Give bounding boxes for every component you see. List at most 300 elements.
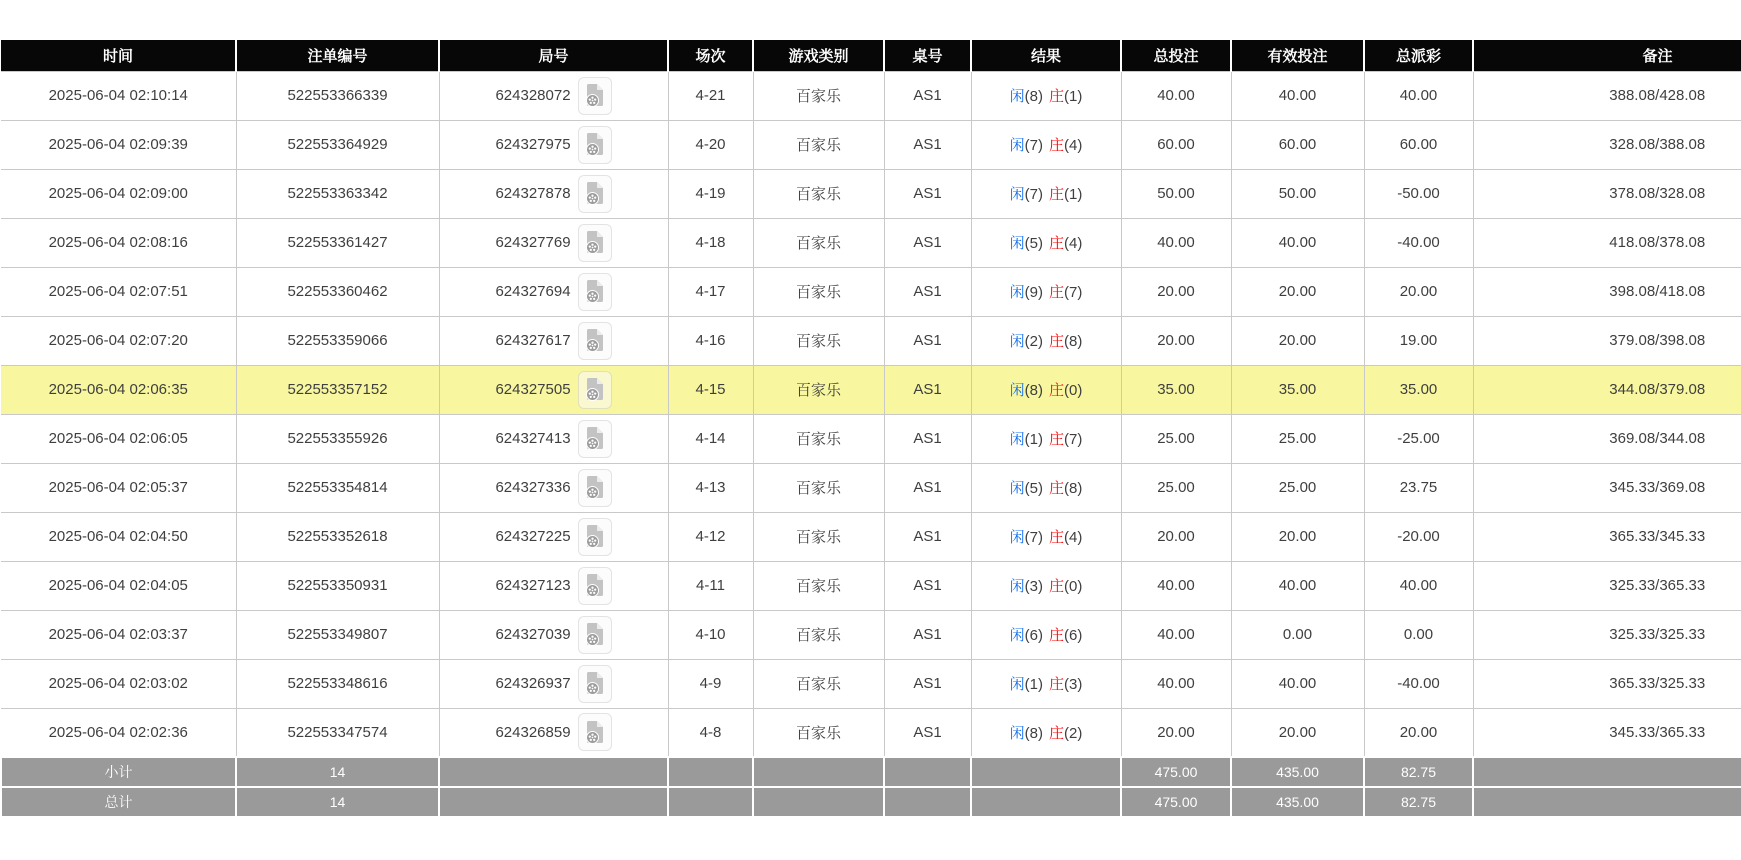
cell-total-bet: 60.00 xyxy=(1121,120,1231,169)
result-player-label: 闲 xyxy=(1009,186,1025,203)
result-player-label: 闲 xyxy=(1009,529,1025,546)
bet-row[interactable] xyxy=(1,71,1741,120)
cell-remark: 398.08/418.08 xyxy=(1473,267,1741,316)
cell-game-type: 百家乐 xyxy=(753,169,884,218)
cell-valid-bet: 20.00 xyxy=(1231,512,1364,561)
cell-round-id xyxy=(439,169,668,218)
cell-remark: 365.33/325.33 xyxy=(1473,659,1741,708)
cell-time: 2025-06-04 02:04:50 xyxy=(1,512,236,561)
result-banker-label: 庄 xyxy=(1049,88,1065,105)
result-banker-label: 庄 xyxy=(1049,529,1065,546)
column-header-round-id: 局号 xyxy=(439,40,668,71)
cell-valid-bet: 40.00 xyxy=(1231,659,1364,708)
cell-valid-bet: 0.00 xyxy=(1231,610,1364,659)
total-count: 14 xyxy=(236,787,439,817)
cell-valid-bet: 20.00 xyxy=(1231,708,1364,757)
cell-session: 4-15 xyxy=(668,365,753,414)
result-player-label: 闲 xyxy=(1009,284,1025,301)
result-banker-score: (0) xyxy=(1064,578,1083,595)
cell-game-type: 百家乐 xyxy=(753,463,884,512)
video-replay-icon xyxy=(585,622,605,647)
bet-row[interactable] xyxy=(1,463,1741,512)
result-banker-score: (2) xyxy=(1064,724,1083,742)
cell-table-no: AS1 xyxy=(884,169,971,218)
video-replay-button[interactable] xyxy=(578,469,612,507)
video-replay-button[interactable] xyxy=(578,713,612,751)
cell-game-type: 百家乐 xyxy=(753,414,884,463)
video-replay-button[interactable] xyxy=(578,420,612,458)
bet-row[interactable] xyxy=(1,561,1741,610)
cell-payout: 0.00 xyxy=(1364,610,1473,659)
cell-total-bet: 20.00 xyxy=(1121,512,1231,561)
cell-round-id xyxy=(439,610,668,659)
cell-round-id xyxy=(439,316,668,365)
cell-remark: 344.08/379.08 xyxy=(1473,365,1741,414)
bet-row[interactable] xyxy=(1,316,1741,365)
subtotal-count: 14 xyxy=(236,757,439,787)
round-id-text: 624327505 xyxy=(495,381,571,398)
cell-result xyxy=(971,267,1121,316)
bet-row[interactable] xyxy=(1,512,1741,561)
cell-total-bet: 25.00 xyxy=(1121,414,1231,463)
cell-valid-bet: 25.00 xyxy=(1231,414,1364,463)
table-header-row xyxy=(1,40,1741,71)
result-player-label: 闲 xyxy=(1009,333,1025,350)
result-player-label: 闲 xyxy=(1009,235,1025,252)
result-player-score: (1) xyxy=(1024,431,1043,448)
cell-session: 4-17 xyxy=(668,267,753,316)
cell-total-bet: 20.00 xyxy=(1121,267,1231,316)
cell-table-no: AS1 xyxy=(884,414,971,463)
result-banker-label: 庄 xyxy=(1049,284,1065,301)
cell-valid-bet: 25.00 xyxy=(1231,463,1364,512)
cell-time: 2025-06-04 02:02:36 xyxy=(1,708,236,757)
result-banker-score: (7) xyxy=(1064,431,1083,448)
round-id-text: 624326859 xyxy=(495,723,571,741)
cell-total-bet: 25.00 xyxy=(1121,463,1231,512)
cell-remark: 345.33/369.08 xyxy=(1473,463,1741,512)
cell-time: 2025-06-04 02:03:02 xyxy=(1,659,236,708)
result-banker-score: (4) xyxy=(1064,235,1083,252)
result-banker-score: (7) xyxy=(1064,284,1083,301)
cell-game-type: 百家乐 xyxy=(753,708,884,757)
result-banker-score: (0) xyxy=(1064,382,1083,399)
cell-session: 4-11 xyxy=(668,561,753,610)
round-id-text: 624327769 xyxy=(495,234,571,251)
result-player-score: (7) xyxy=(1024,529,1043,546)
bet-row[interactable] xyxy=(1,659,1741,708)
cell-round-id xyxy=(439,561,668,610)
video-replay-icon xyxy=(585,279,605,304)
cell-time: 2025-06-04 02:06:35 xyxy=(1,365,236,414)
cell-round-id xyxy=(439,218,668,267)
result-banker-score: (3) xyxy=(1064,676,1083,693)
cell-result xyxy=(971,169,1121,218)
total-total-bet: 475.00 xyxy=(1121,787,1231,817)
video-replay-icon xyxy=(585,132,605,157)
cell-session: 4-14 xyxy=(668,414,753,463)
cell-game-type: 百家乐 xyxy=(753,610,884,659)
cell-bet-id: 522553361427 xyxy=(236,218,439,267)
subtotal-row xyxy=(1,757,1741,787)
column-header-valid-bet: 有效投注 xyxy=(1231,40,1364,71)
subtotal-result xyxy=(971,757,1121,787)
cell-remark: 325.33/365.33 xyxy=(1473,561,1741,610)
result-player-score: (8) xyxy=(1024,88,1043,105)
cell-game-type: 百家乐 xyxy=(753,512,884,561)
cell-time: 2025-06-04 02:08:16 xyxy=(1,218,236,267)
bet-row[interactable] xyxy=(1,267,1741,316)
result-banker-label: 庄 xyxy=(1049,235,1065,252)
result-player-label: 闲 xyxy=(1009,480,1025,497)
cell-total-bet: 40.00 xyxy=(1121,71,1231,120)
cell-bet-id: 522553359066 xyxy=(236,316,439,365)
total-table-no xyxy=(884,787,971,817)
round-id-text: 624327878 xyxy=(495,185,571,202)
cell-valid-bet: 50.00 xyxy=(1231,169,1364,218)
result-banker-label: 庄 xyxy=(1049,676,1065,693)
cell-round-id xyxy=(439,659,668,708)
result-banker-label: 庄 xyxy=(1049,578,1065,595)
video-replay-icon xyxy=(585,230,605,255)
cell-payout: 40.00 xyxy=(1364,71,1473,120)
cell-round-id xyxy=(439,120,668,169)
total-result xyxy=(971,787,1121,817)
cell-result xyxy=(971,708,1121,757)
column-header-time: 时间 xyxy=(1,40,236,71)
bet-row[interactable] xyxy=(1,120,1741,169)
cell-total-bet: 20.00 xyxy=(1121,708,1231,757)
cell-time: 2025-06-04 02:07:20 xyxy=(1,316,236,365)
cell-table-no: AS1 xyxy=(884,708,971,757)
subtotal-round-id xyxy=(439,757,668,787)
cell-table-no: AS1 xyxy=(884,463,971,512)
cell-session: 4-9 xyxy=(668,659,753,708)
cell-session: 4-8 xyxy=(668,708,753,757)
cell-total-bet: 40.00 xyxy=(1121,561,1231,610)
round-id-text: 624327336 xyxy=(495,479,571,496)
video-replay-icon xyxy=(585,83,605,108)
cell-valid-bet: 20.00 xyxy=(1231,267,1364,316)
cell-payout: 20.00 xyxy=(1364,708,1473,757)
cell-bet-id: 522553360462 xyxy=(236,267,439,316)
video-replay-button[interactable] xyxy=(578,175,612,213)
result-player-score: (6) xyxy=(1024,627,1043,644)
cell-valid-bet: 40.00 xyxy=(1231,561,1364,610)
cell-table-no: AS1 xyxy=(884,71,971,120)
cell-bet-id: 522553354814 xyxy=(236,463,439,512)
cell-total-bet: 40.00 xyxy=(1121,610,1231,659)
cell-bet-id: 522553363342 xyxy=(236,169,439,218)
column-header-payout: 总派彩 xyxy=(1364,40,1473,71)
cell-bet-id: 522553350931 xyxy=(236,561,439,610)
video-replay-button[interactable] xyxy=(578,567,612,605)
video-replay-button[interactable] xyxy=(578,665,612,703)
subtotal-total-bet: 475.00 xyxy=(1121,757,1231,787)
cell-session: 4-12 xyxy=(668,512,753,561)
result-player-score: (1) xyxy=(1024,676,1043,693)
cell-round-id xyxy=(439,365,668,414)
round-id-text: 624327123 xyxy=(495,577,571,594)
round-id-text: 624327617 xyxy=(495,332,571,349)
grand-total-row xyxy=(1,787,1741,817)
cell-payout: 20.00 xyxy=(1364,267,1473,316)
result-player-score: (5) xyxy=(1024,235,1043,252)
result-banker-label: 庄 xyxy=(1049,137,1065,154)
cell-remark: 365.33/345.33 xyxy=(1473,512,1741,561)
cell-result xyxy=(971,414,1121,463)
total-round-id xyxy=(439,787,668,817)
cell-time: 2025-06-04 02:04:05 xyxy=(1,561,236,610)
cell-game-type: 百家乐 xyxy=(753,316,884,365)
cell-total-bet: 50.00 xyxy=(1121,169,1231,218)
cell-game-type: 百家乐 xyxy=(753,561,884,610)
subtotal-table-no xyxy=(884,757,971,787)
bet-row[interactable] xyxy=(1,708,1741,757)
subtotal-remark xyxy=(1473,757,1741,787)
result-banker-label: 庄 xyxy=(1049,724,1065,742)
cell-remark: 345.33/365.33 xyxy=(1473,708,1741,757)
result-player-label: 闲 xyxy=(1009,382,1025,399)
cell-result xyxy=(971,512,1121,561)
column-header-bet-id: 注单编号 xyxy=(236,40,439,71)
cell-table-no: AS1 xyxy=(884,120,971,169)
video-replay-button[interactable] xyxy=(578,371,612,409)
cell-valid-bet: 35.00 xyxy=(1231,365,1364,414)
cell-round-id xyxy=(439,71,668,120)
video-replay-icon xyxy=(585,181,605,206)
cell-total-bet: 35.00 xyxy=(1121,365,1231,414)
round-id-text: 624327413 xyxy=(495,430,571,447)
bet-row[interactable] xyxy=(1,169,1741,218)
cell-session: 4-21 xyxy=(668,71,753,120)
result-banker-label: 庄 xyxy=(1049,382,1065,399)
result-banker-score: (1) xyxy=(1064,88,1083,105)
cell-game-type: 百家乐 xyxy=(753,120,884,169)
subtotal-label: 小计 xyxy=(1,757,236,787)
video-replay-icon xyxy=(585,328,605,353)
round-id-text: 624328072 xyxy=(495,87,571,104)
cell-time: 2025-06-04 02:06:05 xyxy=(1,414,236,463)
cell-bet-id: 522553355926 xyxy=(236,414,439,463)
result-banker-score: (6) xyxy=(1064,627,1083,644)
cell-time: 2025-06-04 02:03:37 xyxy=(1,610,236,659)
column-header-remark: 备注 xyxy=(1473,40,1741,71)
cell-game-type: 百家乐 xyxy=(753,71,884,120)
cell-table-no: AS1 xyxy=(884,610,971,659)
video-replay-icon xyxy=(585,671,605,696)
cell-round-id xyxy=(439,512,668,561)
round-id-text: 624327225 xyxy=(495,528,571,545)
cell-bet-id: 522553352618 xyxy=(236,512,439,561)
subtotal-game-type xyxy=(753,757,884,787)
video-replay-button[interactable] xyxy=(578,518,612,556)
cell-payout: 35.00 xyxy=(1364,365,1473,414)
cell-result xyxy=(971,610,1121,659)
cell-remark: 369.08/344.08 xyxy=(1473,414,1741,463)
round-id-text: 624327975 xyxy=(495,136,571,153)
subtotal-valid-bet: 435.00 xyxy=(1231,757,1364,787)
cell-table-no: AS1 xyxy=(884,659,971,708)
cell-session: 4-18 xyxy=(668,218,753,267)
total-session xyxy=(668,787,753,817)
cell-total-bet: 20.00 xyxy=(1121,316,1231,365)
cell-bet-id: 522553348616 xyxy=(236,659,439,708)
result-player-score: (8) xyxy=(1024,724,1043,742)
subtotal-payout: 82.75 xyxy=(1364,757,1473,787)
result-banker-label: 庄 xyxy=(1049,627,1065,644)
cell-game-type: 百家乐 xyxy=(753,659,884,708)
column-header-game-type: 游戏类别 xyxy=(753,40,884,71)
result-banker-label: 庄 xyxy=(1049,333,1065,350)
video-replay-icon xyxy=(585,720,605,745)
result-player-label: 闲 xyxy=(1009,676,1025,693)
result-player-label: 闲 xyxy=(1009,431,1025,448)
result-player-score: (3) xyxy=(1024,578,1043,595)
column-header-result: 结果 xyxy=(971,40,1121,71)
cell-table-no: AS1 xyxy=(884,561,971,610)
cell-remark: 379.08/398.08 xyxy=(1473,316,1741,365)
total-valid-bet: 435.00 xyxy=(1231,787,1364,817)
result-banker-score: (8) xyxy=(1064,333,1083,350)
cell-session: 4-13 xyxy=(668,463,753,512)
column-header-table-no: 桌号 xyxy=(884,40,971,71)
cell-total-bet: 40.00 xyxy=(1121,218,1231,267)
cell-payout: -20.00 xyxy=(1364,512,1473,561)
video-replay-icon xyxy=(585,426,605,451)
cell-valid-bet: 60.00 xyxy=(1231,120,1364,169)
result-banker-score: (1) xyxy=(1064,186,1083,203)
cell-table-no: AS1 xyxy=(884,365,971,414)
video-replay-icon xyxy=(585,524,605,549)
cell-result xyxy=(971,218,1121,267)
cell-table-no: AS1 xyxy=(884,218,971,267)
video-replay-button[interactable] xyxy=(578,616,612,654)
video-replay-button[interactable] xyxy=(578,126,612,164)
cell-bet-id: 522553357152 xyxy=(236,365,439,414)
cell-payout: 60.00 xyxy=(1364,120,1473,169)
cell-session: 4-16 xyxy=(668,316,753,365)
bet-row[interactable] xyxy=(1,218,1741,267)
cell-time: 2025-06-04 02:05:37 xyxy=(1,463,236,512)
cell-bet-id: 522553347574 xyxy=(236,708,439,757)
cell-time: 2025-06-04 02:10:14 xyxy=(1,71,236,120)
cell-remark: 388.08/428.08 xyxy=(1473,71,1741,120)
cell-round-id xyxy=(439,414,668,463)
cell-payout: -40.00 xyxy=(1364,218,1473,267)
cell-game-type: 百家乐 xyxy=(753,218,884,267)
cell-result xyxy=(971,463,1121,512)
video-replay-button[interactable] xyxy=(578,77,612,115)
round-id-text: 624326937 xyxy=(495,675,571,692)
result-player-score: (5) xyxy=(1024,480,1043,497)
total-game-type xyxy=(753,787,884,817)
result-banker-label: 庄 xyxy=(1049,480,1065,497)
cell-round-id xyxy=(439,708,668,757)
cell-payout: 19.00 xyxy=(1364,316,1473,365)
cell-round-id xyxy=(439,267,668,316)
cell-result xyxy=(971,71,1121,120)
video-replay-icon xyxy=(585,377,605,402)
result-banker-score: (4) xyxy=(1064,137,1083,154)
cell-result xyxy=(971,659,1121,708)
result-banker-score: (4) xyxy=(1064,529,1083,546)
cell-payout: -25.00 xyxy=(1364,414,1473,463)
video-replay-button[interactable] xyxy=(578,273,612,311)
cell-payout: 40.00 xyxy=(1364,561,1473,610)
cell-table-no: AS1 xyxy=(884,512,971,561)
cell-payout: 23.75 xyxy=(1364,463,1473,512)
cell-valid-bet: 40.00 xyxy=(1231,71,1364,120)
result-player-label: 闲 xyxy=(1009,88,1025,105)
cell-bet-id: 522553366339 xyxy=(236,71,439,120)
cell-valid-bet: 40.00 xyxy=(1231,218,1364,267)
total-remark xyxy=(1473,787,1741,817)
cell-table-no: AS1 xyxy=(884,316,971,365)
result-banker-label: 庄 xyxy=(1049,431,1065,448)
cell-remark: 418.08/378.08 xyxy=(1473,218,1741,267)
cell-result xyxy=(971,365,1121,414)
column-header-total-bet: 总投注 xyxy=(1121,40,1231,71)
cell-session: 4-19 xyxy=(668,169,753,218)
cell-result xyxy=(971,120,1121,169)
result-player-label: 闲 xyxy=(1009,578,1025,595)
bet-row[interactable] xyxy=(1,610,1741,659)
cell-remark: 328.08/388.08 xyxy=(1473,120,1741,169)
result-player-label: 闲 xyxy=(1009,137,1025,154)
column-header-session: 场次 xyxy=(668,40,753,71)
subtotal-session xyxy=(668,757,753,787)
cell-round-id xyxy=(439,463,668,512)
result-player-score: (9) xyxy=(1024,284,1043,301)
cell-result xyxy=(971,316,1121,365)
video-replay-button[interactable] xyxy=(578,224,612,262)
cell-payout: -50.00 xyxy=(1364,169,1473,218)
cell-game-type: 百家乐 xyxy=(753,365,884,414)
video-replay-button[interactable] xyxy=(578,322,612,360)
video-replay-icon xyxy=(585,475,605,500)
bet-row-selected[interactable] xyxy=(1,365,1741,414)
result-banker-score: (8) xyxy=(1064,480,1083,497)
cell-total-bet: 40.00 xyxy=(1121,659,1231,708)
result-player-label: 闲 xyxy=(1009,627,1025,644)
round-id-text: 624327039 xyxy=(495,626,571,643)
cell-remark: 325.33/325.33 xyxy=(1473,610,1741,659)
cell-payout: -40.00 xyxy=(1364,659,1473,708)
cell-time: 2025-06-04 02:07:51 xyxy=(1,267,236,316)
bet-row[interactable] xyxy=(1,414,1741,463)
cell-remark: 378.08/328.08 xyxy=(1473,169,1741,218)
cell-time: 2025-06-04 02:09:39 xyxy=(1,120,236,169)
round-id-text: 624327694 xyxy=(495,283,571,300)
bet-history-table xyxy=(0,40,1741,818)
result-player-score: (8) xyxy=(1024,382,1043,399)
cell-result xyxy=(971,561,1121,610)
cell-table-no: AS1 xyxy=(884,267,971,316)
cell-valid-bet: 20.00 xyxy=(1231,316,1364,365)
result-player-score: (7) xyxy=(1024,186,1043,203)
cell-game-type: 百家乐 xyxy=(753,267,884,316)
cell-session: 4-10 xyxy=(668,610,753,659)
cell-session: 4-20 xyxy=(668,120,753,169)
cell-time: 2025-06-04 02:09:00 xyxy=(1,169,236,218)
result-player-label: 闲 xyxy=(1009,724,1025,742)
table-summary xyxy=(1,757,1741,817)
total-payout: 82.75 xyxy=(1364,787,1473,817)
table-body xyxy=(1,71,1741,757)
cell-bet-id: 522553349807 xyxy=(236,610,439,659)
video-replay-icon xyxy=(585,573,605,598)
